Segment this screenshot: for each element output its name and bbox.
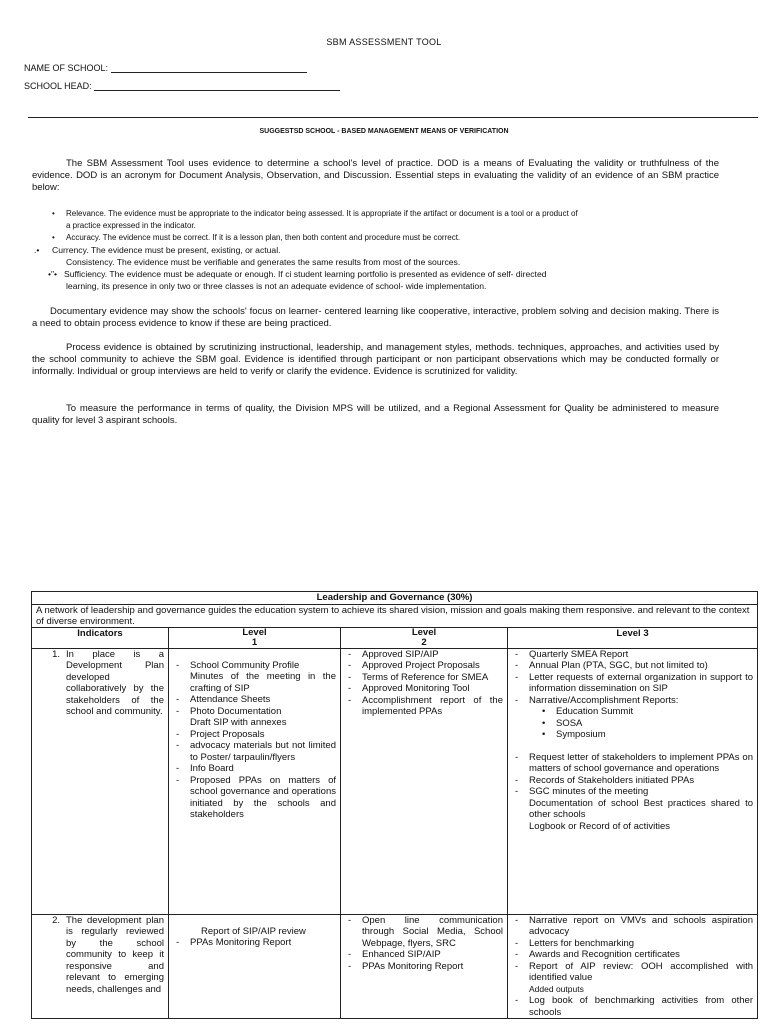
indicator-1: 1. In place is a Development Plan developed collaboratively by the stakeholders of the school and community. <box>32 648 169 914</box>
list-item: - Annual Plan (PTA, SGC, but not limited to) <box>512 660 753 672</box>
list-item: • Symposium <box>542 729 753 741</box>
column-level-3: Level 3 <box>508 627 758 648</box>
row2-level1 <box>169 914 341 1019</box>
indicator-2: 2. The development plan is regularly reviewed by the school community to keep it responsive and relevant to emerging needs, challenges and <box>32 914 169 1019</box>
list-item: - Quarterly SMEA Report <box>512 649 753 661</box>
list-item: - Request letter of stakeholders to implement PPAs on matters of school governance and operations <box>512 752 753 775</box>
column-indicators: Indicators <box>32 627 169 648</box>
list-item: - PPAs Monitoring Report <box>345 961 503 973</box>
table-section-description: A network of leadership and governance guides the education system to achieve its shared vision, mission and goals making them responsive. and relevant to the context of diverse environment. <box>32 604 758 627</box>
list-item: - Letter requests of external organization in support to information dissemination on SIP <box>512 672 753 695</box>
criteria-accuracy: • Accuracy. The evidence must be correct. If it is a lesson plan, then both content and procedure must be correct. <box>52 233 461 242</box>
list-item: - Terms of Reference for SMEA <box>345 672 503 684</box>
school-head-blank <box>94 81 340 91</box>
list-item: - SGC minutes of the meeting <box>512 786 753 798</box>
criteria-relevance: • Relevance. The evidence must be appropriate to the indicator being assessed. It is appropriate if the artifact or document is a tool or a product of <box>52 209 578 218</box>
list-item: - Approved Project Proposals <box>345 660 503 672</box>
documentary-paragraph: Documentary evidence may show the schools' focus on learner- centered learning like cooperative, interactive, problem solving and decision making. There is a need to obtain process evidence to know if these are being practiced. <box>32 306 719 329</box>
list-item: - PPAs Monitoring Report <box>173 937 336 949</box>
list-item: - Narrative/Accomplishment Reports: <box>512 695 753 707</box>
criteria-sufficiency: •"• Sufficiency. The evidence must be adequate or enough. If ci student learning portfolio is presented as evidence of self- directed <box>48 269 547 279</box>
list-item: Report of SIP/AIP review <box>201 925 306 937</box>
school-name-blank <box>111 63 307 73</box>
list-item: - Report of AIP review: OOH accomplished with identified value <box>512 961 753 984</box>
document-title: SBM ASSESSMENT TOOL <box>326 37 442 47</box>
school-name-label: NAME OF SCHOOL: <box>24 63 109 73</box>
measure-paragraph: To measure the performance in terms of quality, the Division MPS will be utilized, and a Regional Assessment for Quality be administered to measure quality for level 3 aspirant schools. <box>32 403 719 426</box>
divider <box>28 117 758 118</box>
list-item: - Log book of benchmarking activities from other schools <box>512 995 753 1018</box>
list-item: - Enhanced SIP/AIP <box>345 949 503 961</box>
leadership-governance-table <box>31 591 758 1019</box>
list-item: - School Community Profile <box>173 660 336 672</box>
list-item: - Info Board <box>173 763 336 775</box>
criteria-relevance-cont: a practice expressed in the indicator. <box>66 221 196 230</box>
criteria-currency: .• Currency. The evidence must be present, existing, or actual. <box>34 245 281 255</box>
column-level-2: Level 2 <box>341 627 508 648</box>
row2-level2 <box>341 914 508 1019</box>
row2-level3 <box>508 914 758 1019</box>
list-item: Added outputs <box>529 983 584 994</box>
list-item: - Approved Monitoring Tool <box>345 683 503 695</box>
row1-level3 <box>508 648 758 914</box>
list-item: - Photo Documentation <box>173 706 336 718</box>
list-item: - Approved SIP/AIP <box>345 649 503 661</box>
list-item: - Narrative report on VMVs and schools aspiration advocacy <box>512 915 753 938</box>
list-item: - Awards and Recognition certificates <box>512 949 753 961</box>
intro-paragraph: The SBM Assessment Tool uses evidence to determine a school's level of practice. DOD is a means of Evaluating the validity or truthfulness of the evidence. DOD is an acronym for Document Analysis, Observation, and Discussion. Essential steps in evaluating the validity of an evidence of an SBM practice below: <box>32 158 719 193</box>
list-item: - Project Proposals <box>173 729 336 741</box>
process-paragraph: Process evidence is obtained by scrutinizing instructional, leadership, and management styles, methods. techniques, approaches, and activities used by the school community to achieve the SBM goal. Evidence is identified through participant or non participant observations which may be conducted formally or informally. Individual or group interviews are held to verify or clarify the evidence. Evidence is scrutinized for validity. <box>32 342 719 377</box>
list-item: • SOSA <box>542 718 753 730</box>
school-name-field <box>24 63 307 73</box>
table-section-title: Leadership and Governance (30%) <box>32 592 758 605</box>
list-item: - advocacy materials but not limited to Poster/ tarpaulin/flyers <box>173 740 336 763</box>
table-row <box>32 648 758 914</box>
section-subtitle: SUGGESTSD SCHOOL - BASED MANAGEMENT MEANS OF VERIFICATION <box>259 128 509 135</box>
list-item: - Records of Stakeholders initiated PPAs <box>512 775 753 787</box>
criteria-list <box>34 208 734 292</box>
criteria-sufficiency-cont: learning, its presence in only two or three classes is not an adequate evidence of school- wide implementation. <box>66 281 487 291</box>
list-item: • Education Summit <box>542 706 753 718</box>
list-item: - Letters for benchmarking <box>512 938 753 950</box>
school-head-label: SCHOOL HEAD: <box>24 81 92 91</box>
row1-level2 <box>341 648 508 914</box>
list-item: Draft SIP with annexes <box>190 717 287 728</box>
list-item: Minutes of the meeting in the crafting of SIP <box>190 671 336 694</box>
list-item: - Attendance Sheets <box>173 694 336 706</box>
list-item: Logbook or Record of of activities <box>529 820 670 832</box>
column-level-1: Level 1 <box>169 627 341 648</box>
school-head-field <box>24 81 340 91</box>
row1-level1 <box>169 648 341 914</box>
list-item: - Open line communication through Social Media, School Webpage, flyers, SRC <box>345 915 503 950</box>
list-item: Documentation of school Best practices shared to other schools <box>529 797 753 820</box>
table-row <box>32 914 758 1019</box>
criteria-consistency: Consistency. The evidence must be verifiable and generates the same results from most of the sources. <box>66 257 461 267</box>
list-item: - Accomplishment report of the implemented PPAs <box>345 695 503 718</box>
list-item: - Proposed PPAs on matters of school governance and operations initiated by the schools and stakeholders <box>173 775 336 821</box>
